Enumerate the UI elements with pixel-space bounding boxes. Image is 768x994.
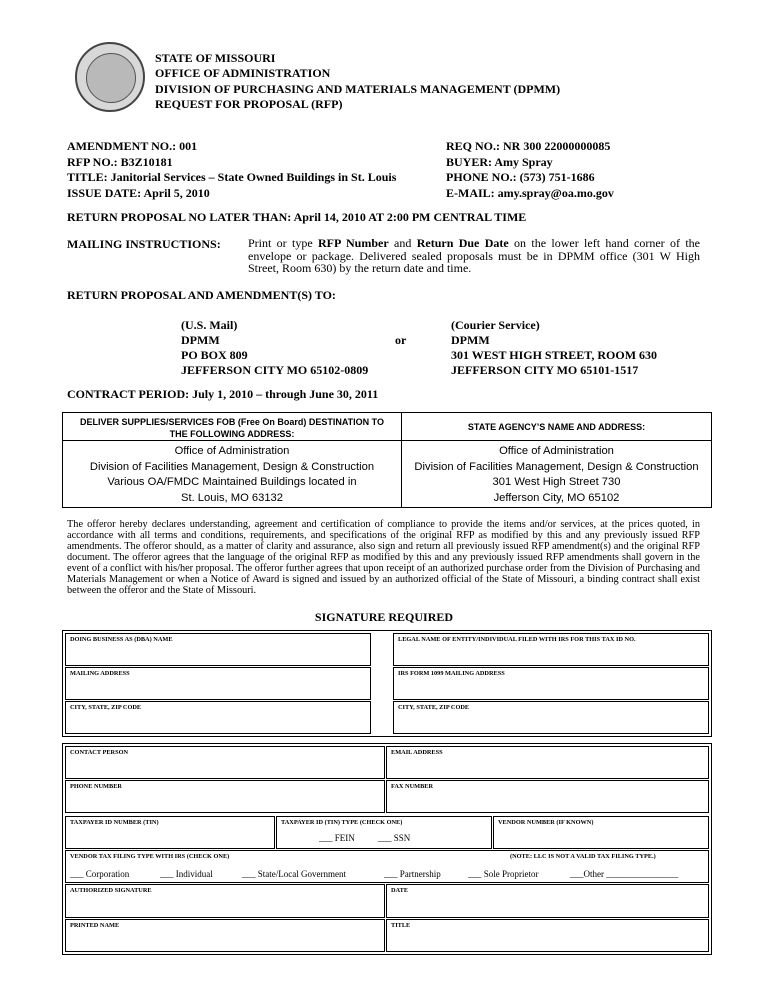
- tin-type-field: [276, 816, 492, 849]
- entity-info-section: [62, 630, 712, 737]
- fob-address-line: Office of Administration: [174, 445, 290, 457]
- mailing-due-date: Return Due Date: [416, 236, 509, 250]
- signature-required-heading: SIGNATURE REQUIRED: [314, 610, 454, 624]
- address-us-mail: [181, 318, 368, 378]
- fob-header-line: DELIVER SUPPLIES/SERVICES FOB (Free On Board) DESTINATION TO: [79, 417, 385, 427]
- req-no: REQ NO.: NR 300 22000000085: [446, 139, 611, 153]
- address-line: 301 WEST HIGH STREET, ROOM 630: [451, 348, 658, 362]
- mailing-address-label: MAILING ADDRESS: [70, 670, 130, 677]
- address-line: (U.S. Mail): [181, 318, 238, 332]
- fob-header: [63, 413, 401, 441]
- agency-address-line: Jefferson City, MO 65102: [493, 491, 620, 504]
- tin-type-label: TAXPAYER ID (TIN) TYPE (CHECK ONE): [281, 819, 403, 826]
- tin-label: TAXPAYER ID NUMBER (TIN): [70, 819, 159, 826]
- email-address-field[interactable]: [386, 746, 709, 779]
- state-seal-icon: [75, 42, 145, 112]
- header-office: OFFICE OF ADMINISTRATION: [155, 66, 331, 81]
- contact-person-field[interactable]: [65, 746, 385, 779]
- dba-field[interactable]: [65, 633, 371, 666]
- fob-address-line: St. Louis, MO 63132: [181, 491, 283, 504]
- vendor-number-label: VENDOR NUMBER (IF KNOWN): [498, 819, 594, 826]
- rfp-title: TITLE: Janitorial Services – State Owned Buildings in St. Louis: [67, 170, 397, 184]
- declaration-paragraph: The offeror hereby declares understanding, agreement and certification of compliance to provide the items and/or services, at the prices quoted, in accordance with all terms and conditions, requirements, and specifications of the original RFP as modified by this and any previously issued RFP amendments. The offeror should, as a matter of clarity and assurance, also sign and return all previously issued RFP amendment(s) and the original RFP document. The offeror agrees that the language of the original RFP as modified by this and any previously issued RFP amendments shall govern in the event of a conflict with his/her proposal. The offeror further agrees that upon receipt of an authorized purchase order from the Division of Purchasing and Materials Management or when a Notice of Award is signed and issued by an authorized official of the State of Missouri, a binding contract shall exist between the offeror and the State of Missouri.: [67, 519, 700, 596]
- mailing-instructions-label: MAILING INSTRUCTIONS:: [67, 237, 221, 251]
- mailing-text-part: on the lower left hand corner of the envelope or package. Delivered sealed proposals must be in DPMM office (301 W High Street, Room 630) by the return date and time.: [248, 236, 701, 275]
- fax-number-label: FAX NUMBER: [391, 783, 434, 790]
- mailing-text-part: Print or type: [248, 236, 319, 250]
- header-state: STATE OF MISSOURI: [155, 51, 276, 65]
- contract-period: CONTRACT PERIOD: July 1, 2010 – through June 30, 2011: [67, 387, 379, 401]
- corporation-checkbox[interactable]: ___ Corporation: [70, 869, 130, 879]
- llc-note: (NOTE: LLC IS NOT A VALID TAX FILING TYPE.): [510, 853, 656, 860]
- address-line: (Courier Service): [451, 318, 540, 332]
- state-local-government-checkbox[interactable]: ___ State/Local Government: [242, 869, 346, 879]
- address-line: PO BOX 809: [181, 348, 248, 362]
- mailing-rfp-number: RFP Number: [318, 236, 389, 250]
- mailing-text-part: and: [388, 236, 417, 250]
- mailing-instructions-text: [248, 237, 700, 275]
- return-to-heading: RETURN PROPOSAL AND AMENDMENT(S) TO:: [67, 288, 336, 302]
- agency-address-line: Division of Facilities Management, Design & Construction: [414, 460, 699, 473]
- tin-field[interactable]: [65, 816, 275, 849]
- city-state-zip-field[interactable]: [65, 701, 371, 734]
- dba-label: DOING BUSINESS AS (DBA) NAME: [70, 636, 173, 643]
- ssn-checkbox[interactable]: ___ SSN: [378, 833, 411, 843]
- tax-filing-type-field: [65, 850, 709, 883]
- phone-no: PHONE NO.: (573) 751-1686: [446, 170, 595, 184]
- rfp-no: RFP NO.: B3Z10181: [67, 154, 173, 169]
- header-division: DIVISION OF PURCHASING AND MATERIALS MANAGEMENT (DPMM): [155, 81, 561, 96]
- irs-1099-label: IRS FORM 1099 MAILING ADDRESS: [398, 670, 505, 677]
- legal-name-label: LEGAL NAME OF ENTITY/INDIVIDUAL FILED WITH IRS FOR THIS TAX ID NO.: [398, 636, 636, 643]
- irs-1099-address-field[interactable]: [393, 667, 709, 700]
- fob-address-line: Division of Facilities Management, Design & Construction: [89, 460, 375, 473]
- address-line: JEFFERSON CITY MO 65101-1517: [451, 363, 639, 377]
- email-address-label: EMAIL ADDRESS: [391, 749, 443, 756]
- filing-type-label: VENDOR TAX FILING TYPE WITH IRS (CHECK ONE): [70, 853, 230, 860]
- city-state-zip-label: CITY, STATE, ZIP CODE: [70, 704, 142, 711]
- title-field[interactable]: [386, 919, 709, 952]
- document-header: [155, 51, 560, 113]
- phone-number-label: PHONE NUMBER: [70, 783, 122, 790]
- legal-name-field[interactable]: [393, 633, 709, 666]
- fob-header-line: THE FOLLOWING ADDRESS:: [169, 429, 295, 439]
- agency-address-line: 301 West High Street 730: [492, 476, 621, 488]
- meta-right: [446, 139, 614, 201]
- email: E-MAIL: amy.spray@oa.mo.gov: [446, 185, 614, 200]
- printed-name-label: PRINTED NAME: [70, 922, 120, 929]
- mailing-address-field[interactable]: [65, 667, 371, 700]
- contact-info-section: [62, 743, 712, 955]
- individual-checkbox[interactable]: ___ Individual: [160, 869, 213, 879]
- address-line: JEFFERSON CITY MO 65102-0809: [181, 363, 369, 377]
- seal-center: [86, 53, 136, 103]
- title-label: TITLE: [391, 922, 411, 929]
- vendor-number-field[interactable]: [493, 816, 709, 849]
- delivery-address-table: [62, 412, 712, 508]
- agency-address: [402, 444, 711, 506]
- address-line: DPMM: [451, 333, 490, 347]
- date-label: DATE: [391, 887, 409, 894]
- agency-address-line: Office of Administration: [499, 445, 614, 457]
- buyer: BUYER: Amy Spray: [446, 154, 553, 169]
- authorized-signature-label: AUTHORIZED SIGNATURE: [70, 887, 152, 894]
- agency-header: STATE AGENCY’S NAME AND ADDRESS:: [402, 413, 711, 441]
- address-or: or: [395, 333, 407, 347]
- partnership-checkbox[interactable]: ___ Partnership: [384, 869, 441, 879]
- printed-name-field[interactable]: [65, 919, 385, 952]
- other-checkbox[interactable]: ___Other ________________: [570, 869, 679, 879]
- fob-address: [63, 444, 401, 506]
- agency-address-column: [402, 413, 711, 507]
- fob-address-line: Various OA/FMDC Maintained Buildings located in: [107, 476, 357, 488]
- address-courier: [451, 318, 657, 378]
- phone-number-field[interactable]: [65, 780, 385, 813]
- date-field[interactable]: [386, 884, 709, 918]
- address-line: DPMM: [181, 333, 220, 347]
- authorized-signature-field[interactable]: [65, 884, 385, 918]
- return-deadline: RETURN PROPOSAL NO LATER THAN: April 14, 2010 AT 2:00 PM CENTRAL TIME: [67, 210, 527, 224]
- fax-number-field[interactable]: [386, 780, 709, 813]
- amendment-no: AMENDMENT NO.: 001: [67, 139, 198, 153]
- fob-destination-column: [63, 413, 402, 507]
- fein-checkbox[interactable]: ___ FEIN: [319, 833, 355, 843]
- contact-person-label: CONTACT PERSON: [70, 749, 129, 756]
- meta-left: [67, 139, 396, 201]
- city-state-zip-label: CITY, STATE, ZIP CODE: [398, 704, 470, 711]
- sole-proprietor-checkbox[interactable]: ___ Sole Proprietor: [468, 869, 539, 879]
- issue-date: ISSUE DATE: April 5, 2010: [67, 185, 210, 200]
- irs-city-state-zip-field[interactable]: [393, 701, 709, 734]
- header-rfp: REQUEST FOR PROPOSAL (RFP): [155, 97, 343, 112]
